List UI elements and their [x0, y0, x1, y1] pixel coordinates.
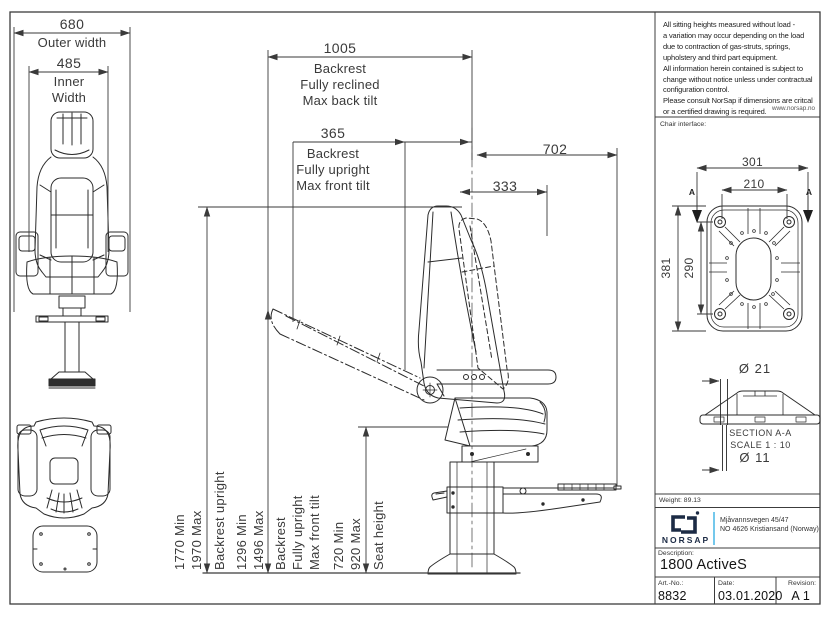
vdim-value: 1970 Max: [189, 510, 204, 570]
section-marker-a-left: A: [688, 187, 696, 197]
note-line: or a certified drawing is required.: [663, 107, 767, 117]
dim-inner-width-label-1: Inner: [53, 74, 85, 89]
note-line: upholstery and third part equipment.: [663, 52, 778, 62]
vdim-backrest-upright-label: [211, 420, 228, 570]
dia-11-value: Ø 11: [739, 450, 771, 465]
note-line: due to contraction of gas-struts, springs,: [663, 41, 791, 51]
vdim-label: Fully upright: [290, 495, 305, 570]
dim-365-label-line: Max front tilt: [296, 178, 370, 193]
dim-1005-label: [285, 61, 395, 109]
vdim-front-tilt-label: [272, 420, 323, 570]
description-label: Description:: [658, 550, 694, 557]
dim-outer-width-value: 680: [59, 16, 85, 32]
dim-1005-label-line: Fully reclined: [300, 77, 380, 92]
revision-value: A 1: [791, 589, 810, 603]
dim-1005-label-line: Max back tilt: [302, 93, 378, 108]
dim-inner-width-value: 485: [56, 55, 82, 71]
vdim-label: Backrest upright: [212, 471, 227, 570]
dim-outer-width-label: Outer width: [37, 35, 107, 50]
norsap-logo: [673, 517, 695, 532]
vdim-backrest-upright-values: [171, 420, 205, 570]
note-line: All sitting heights measured without load -: [663, 20, 795, 29]
vdim-value: 720 Min: [331, 521, 346, 570]
note-line: Please consult NorSap if dimensions are critcal: [663, 96, 813, 106]
website-text: www.norsap.no: [771, 105, 815, 112]
date-value: 03.01.2020: [718, 589, 783, 603]
brand-name: NORSAP: [661, 535, 711, 545]
dim-1005-label-line: Backrest: [313, 61, 367, 76]
note-line: All information herein contained is subject to: [663, 63, 803, 73]
vdim-value: 1296 Min: [234, 514, 249, 570]
date-label: Date:: [718, 580, 735, 587]
description-value: 1800 ActiveS: [660, 557, 748, 573]
dim-381-value: 381: [659, 257, 673, 279]
front-view-drawing: [16, 112, 128, 388]
vdim-label: Max front tilt: [307, 495, 322, 570]
vdim-label: Backrest: [273, 517, 288, 570]
art-no-label: Art.-No.:: [658, 580, 684, 587]
norsap-logo-dot: [696, 511, 699, 514]
chair-interface-label: Chair interface:: [660, 121, 707, 128]
vdim-value: 920 Max: [348, 518, 363, 570]
interface-plate-drawing: [707, 206, 802, 331]
dim-333-value: 333: [492, 178, 518, 194]
vdim-seat-height-label: [370, 420, 387, 570]
dim-365-label-line: Fully upright: [296, 162, 370, 177]
top-view-drawing: [17, 418, 111, 572]
dim-inner-width-label-2: Width: [51, 90, 87, 105]
dim-290-value: 290: [682, 257, 696, 279]
dia-21-value: Ø 21: [738, 361, 772, 376]
dim-210-value: 210: [743, 177, 765, 191]
vdim-front-tilt-values: [233, 420, 267, 570]
note-line: change without notice unless under contractual: [663, 74, 813, 84]
vdim-seat-height-values: [330, 420, 364, 570]
address-line-1: Mjåvannsvegen 45/47: [720, 517, 789, 524]
notes-block: [663, 20, 818, 118]
dim-365-label-line: Backrest: [306, 146, 360, 161]
dim-365-value: 365: [320, 125, 346, 141]
weight-text: Weight: 89.13: [659, 497, 701, 504]
section-scale: SCALE 1 : 10: [730, 440, 791, 450]
dim-1005-value: 1005: [323, 40, 357, 56]
note-line: a variation may occur depending on the load: [663, 30, 805, 40]
section-marker-a-right: A: [805, 187, 813, 197]
dim-365-label: [278, 146, 388, 194]
vdim-label: Seat height: [371, 500, 386, 570]
note-line: configuration control.: [663, 85, 730, 95]
dim-702-value: 702: [542, 141, 568, 157]
art-no-value: 8832: [658, 589, 687, 603]
dim-301-value: 301: [742, 155, 763, 169]
section-title: SECTION A-A: [729, 428, 792, 438]
vdim-value: 1496 Max: [251, 510, 266, 570]
vdim-value: 1770 Min: [172, 514, 187, 570]
revision-label: Revision:: [788, 580, 816, 587]
address-line-2: NO 4626 Kristiansand (Norway): [720, 526, 819, 533]
